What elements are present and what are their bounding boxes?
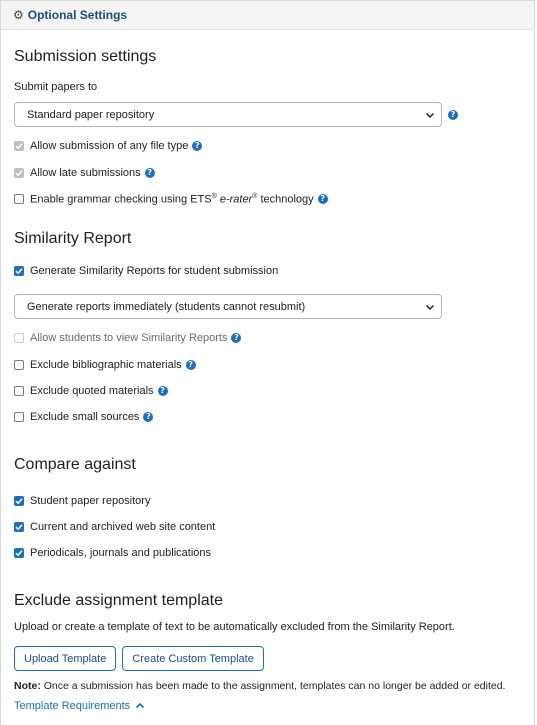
help-icon[interactable]: ? <box>231 333 241 343</box>
exclude-bibliographic-option[interactable] <box>14 359 196 371</box>
similarity-report-heading: Similarity Report <box>14 230 132 247</box>
checkmark-icon <box>15 523 23 531</box>
allow-late-submissions-checkbox[interactable] <box>14 168 24 178</box>
exclude-quoted-label: Exclude quoted materials <box>30 385 154 397</box>
report-generation-value: Generate reports immediately (students cannot resubmit) <box>27 300 306 313</box>
help-icon[interactable]: ? <box>143 412 153 422</box>
exclude-template-heading: Exclude assignment template <box>14 592 223 609</box>
allow-any-file-type-option[interactable] <box>14 140 202 152</box>
chevron-down-icon <box>425 110 435 120</box>
exclude-small-sources-label: Exclude small sources <box>30 411 140 423</box>
exclude-quoted-option[interactable] <box>14 385 168 397</box>
create-custom-template-button[interactable]: Create Custom Template <box>122 646 263 671</box>
exclude-small-sources-checkbox[interactable] <box>14 412 24 422</box>
grammar-checking-checkbox[interactable] <box>14 194 24 204</box>
periodicals-option[interactable] <box>14 547 211 559</box>
periodicals-label: Periodicals, journals and publications <box>30 547 211 559</box>
template-requirements-label: Template Requirements <box>14 700 131 712</box>
report-generation-select[interactable] <box>14 294 442 319</box>
student-paper-repository-label: Student paper repository <box>30 495 151 507</box>
checkmark-icon <box>15 549 23 557</box>
checkmark-icon <box>15 267 23 275</box>
student-paper-repository-option[interactable] <box>14 495 150 507</box>
checkmark-icon <box>15 497 23 505</box>
submit-papers-select[interactable] <box>14 102 442 127</box>
gear-icon: ⚙ <box>13 8 24 22</box>
web-content-label: Current and archived web site content <box>30 521 216 533</box>
help-icon[interactable]: ? <box>448 110 458 120</box>
template-requirements-link[interactable] <box>14 700 145 712</box>
optional-settings-header[interactable] <box>1 1 534 30</box>
help-icon[interactable]: ? <box>145 168 155 178</box>
chevron-down-icon <box>425 302 435 312</box>
allow-students-view-checkbox <box>14 333 24 343</box>
web-content-checkbox[interactable] <box>14 522 24 532</box>
generate-reports-label: Generate Similarity Reports for student submission <box>30 265 279 277</box>
allow-any-file-type-label: Allow submission of any file type <box>30 140 189 152</box>
allow-students-view-label: Allow students to view Similarity Reports <box>30 332 228 344</box>
grammar-checking-label: Enable grammar checking using ETS® e-rater® technology <box>30 193 314 206</box>
grammar-checking-option[interactable] <box>14 193 328 206</box>
help-icon[interactable]: ? <box>186 360 196 370</box>
checkmark-icon <box>15 169 23 177</box>
submit-papers-value: Standard paper repository <box>27 108 155 121</box>
help-icon[interactable]: ? <box>192 141 202 151</box>
note-label: Note: <box>14 680 41 692</box>
web-content-option[interactable] <box>14 521 215 533</box>
submit-papers-label: Submit papers to <box>14 81 98 93</box>
note-text: Once a submission has been made to the assignment, templates can no longer be added or edited. <box>40 680 506 692</box>
student-paper-repository-checkbox[interactable] <box>14 496 24 506</box>
generate-reports-checkbox[interactable] <box>14 266 24 276</box>
exclude-template-description: Upload or create a template of text to be automatically excluded from the Similarity Report. <box>14 621 455 633</box>
submission-settings-heading: Submission settings <box>14 48 157 65</box>
chevron-up-icon <box>135 701 145 711</box>
allow-late-submissions-label: Allow late submissions <box>30 167 141 179</box>
exclude-bibliographic-checkbox[interactable] <box>14 360 24 370</box>
periodicals-checkbox[interactable] <box>14 548 24 558</box>
upload-template-button[interactable]: Upload Template <box>14 646 116 671</box>
allow-students-view-option <box>14 332 241 344</box>
generate-reports-option[interactable] <box>14 265 278 277</box>
exclude-quoted-checkbox[interactable] <box>14 386 24 396</box>
allow-any-file-type-checkbox[interactable] <box>14 141 24 151</box>
allow-late-submissions-option[interactable] <box>14 167 155 179</box>
help-icon[interactable]: ? <box>158 386 168 396</box>
checkmark-icon <box>15 142 23 150</box>
template-buttons <box>14 646 264 671</box>
compare-against-heading: Compare against <box>14 456 136 473</box>
help-icon[interactable]: ? <box>318 194 328 204</box>
exclude-small-sources-option[interactable] <box>14 411 153 423</box>
optional-settings-title: Optional Settings <box>27 8 128 22</box>
template-note <box>14 680 505 692</box>
exclude-bibliographic-label: Exclude bibliographic materials <box>30 359 182 371</box>
